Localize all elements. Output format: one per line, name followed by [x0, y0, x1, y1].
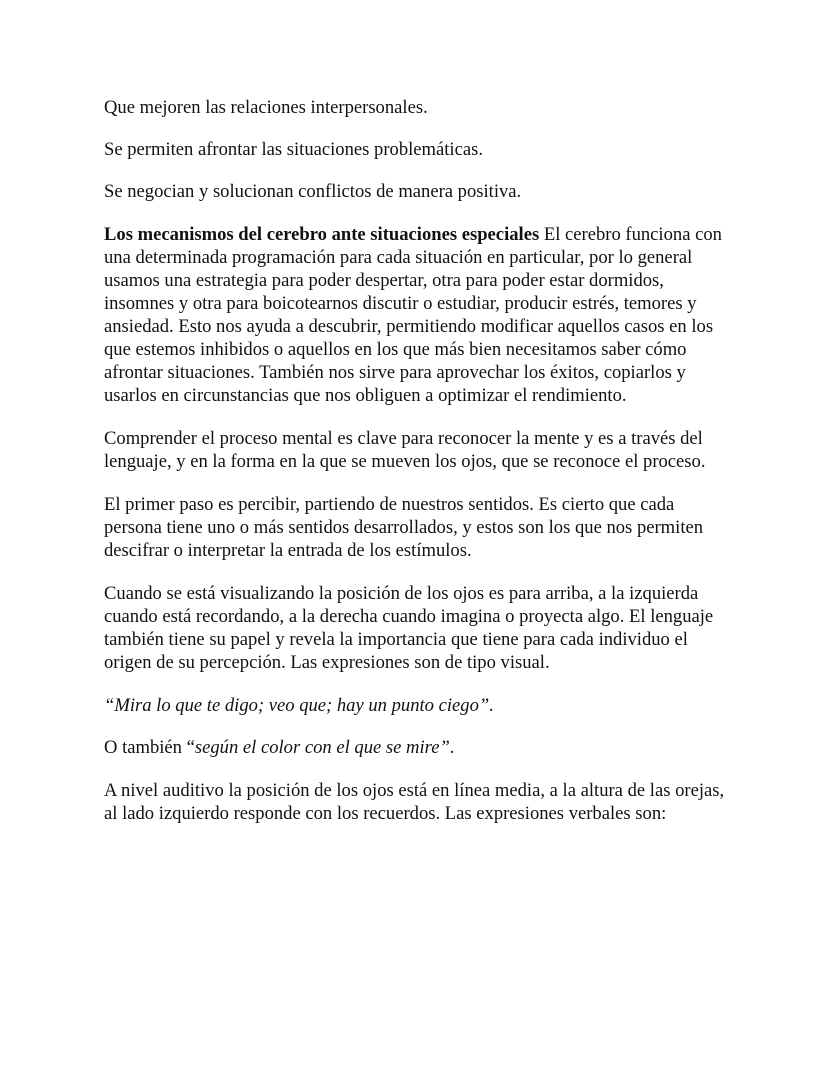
paragraph-conflicts: Se negocian y solucionan conflictos de manera positiva. [104, 181, 522, 202]
paragraph-visual: Cuando se está visualizando la posición de los ojos es para arriba, a la izquierda cuando está recordando, a la derecha cuando imagina o proyecta algo. El lenguaje también tiene su papel y revela la importancia que tiene para cada individuo el origen de su percepción. Las expresiones son de tipo visual. [104, 583, 714, 673]
paragraph-auditory: A nivel auditivo la posición de los ojos está en línea media, a la altura de las orejas, al lado izquierdo responde con los recuerdos. Las expresiones verbales son: [104, 780, 725, 824]
paragraph-also [104, 736, 728, 759]
paragraph-brain-body: El cerebro funciona con una determinada programación para cada situación en particular, por lo general usamos una estrategia para poder despertar, otra para poder estar dormidos, insomnes y otra para boicotearnos discutir o estudiar, producir estrés, temores y ansiedad. Esto nos ayuda a descubrir, permitiendo modificar aquellos casos en los que estemos inhibidos o aquellos en los que más bien necesitamos saber cómo afrontar situaciones. También nos sirve para aprovechar los éxitos, copiarlos y usarlos en circunstancias que nos obliguen a optimizar el rendimiento. [104, 224, 722, 406]
paragraph-interpersonal: Que mejoren las relaciones interpersonales. [104, 97, 428, 118]
also-suffix: . [449, 737, 455, 758]
section-heading: Los mecanismos del cerebro ante situaciones especiales [104, 224, 540, 245]
also-prefix: O también “ [104, 737, 195, 758]
paragraph-first-step: El primer paso es percibir, partiendo de nuestros sentidos. Es cierto que cada persona tiene uno o más sentidos desarrollados, y estos son los que nos permiten descifrar o interpretar la entrada de los estímulos. [104, 494, 704, 561]
document-page [104, 96, 728, 844]
quote-visual-text: “Mira lo que te digo; veo que; hay un punto ciego”. [104, 695, 494, 716]
paragraph-brain-mechanisms [104, 223, 728, 407]
also-italic: según el color con el que se mire” [194, 737, 450, 758]
paragraph-problem-situations: Se permiten afrontar las situaciones problemáticas. [104, 139, 483, 160]
quote-visual [104, 694, 728, 717]
paragraph-mental-process: Comprender el proceso mental es clave para reconocer la mente y es a través del lenguaje, y en la forma en la que se mueven los ojos, que se reconoce el proceso. [104, 428, 706, 472]
